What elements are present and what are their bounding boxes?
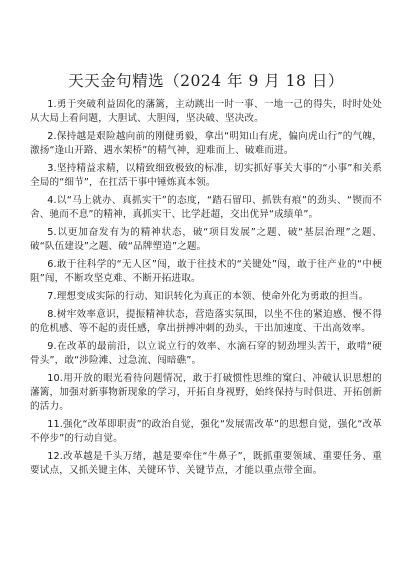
quote-item-6: 6.敢于往科学的“无人区”闯，敢于往技术的“关键处”闯，敢于往产业的“中梗阻”闯，不断攻坚克难、不断开拓进取。	[30, 259, 382, 285]
quote-item-10: 10.用开放的眼光看待问题情况，敢于打破惯性思维的窠臼、冲破认识思想的藩篱，加强对新事物新现象的学习，开拓自身视野，始终保持与时俱进、开拓创新的活力。	[30, 372, 382, 413]
quote-item-12: 12.改革越是千头万绪，越是要牵住“牛鼻子”，既抓重要领域、重要任务、重要试点，又抓关键主体、关键环节、关键节点，才能以重点带全面。	[30, 451, 382, 477]
quote-item-3: 3.坚持精益求精，以精致细致极致的标准，切实抓好事关大事的“小事”和关系全局的“细节”，在扛活干事中锤炼真本领。	[30, 163, 382, 189]
quote-item-8: 8.树牢效率意识，提振精神状态，营造落实氛围，以坐不住的紧迫感、慢不得的危机感、等不起的责任感，拿出拼搏冲刺的劲头，干出加速度、干出高效率。	[30, 308, 382, 334]
document-page	[30, 70, 382, 482]
quote-item-5: 5.以更加奋发有为的精神状态，破“项目发展”之题、破“基层治理”之题、破“队伍建设”之题、破“品牌塑造”之题。	[30, 227, 382, 253]
quote-item-2: 2.保持越是艰险越向前的刚健勇毅，拿出“明知山有虎，偏向虎山行”的气魄，激扬“逢山开路、遇水架桥”的精气神，迎难而上、破难而进。	[30, 131, 382, 157]
quote-item-1: 1.勇于突破利益固化的藩篱，主动跳出一时一事、一地一己的得失，时时处处从大局上看问题，大胆试、大胆闯，坚决破、坚决改。	[30, 99, 382, 125]
quote-item-11: 11.强化“改革即职责”的政治自觉，强化“发展需改革”的思想自觉，强化“改革不停步”的行动自觉。	[30, 419, 382, 445]
quote-item-4: 4.以“马上就办、真抓实干”的态度，“踏石留印、抓铁有痕”的劲头、“锲而不舍、驰而不息”的精神，真抓实干、比学赶超，交出优异“成绩单”。	[30, 195, 382, 221]
quote-item-7: 7.理想变成实际的行动、知识转化为真正的本领、使命外化为勇敢的担当。	[47, 291, 369, 302]
quote-item-9: 9.在改革的最前沿，以立说立行的效率、水滴石穿的韧劲埋头苦干，敢啃“硬骨头”，敢“涉险滩、过急流、闯暗礁”。	[30, 340, 382, 366]
document-title: 天天金句精选（2024 年 9 月 18 日）	[68, 72, 344, 90]
